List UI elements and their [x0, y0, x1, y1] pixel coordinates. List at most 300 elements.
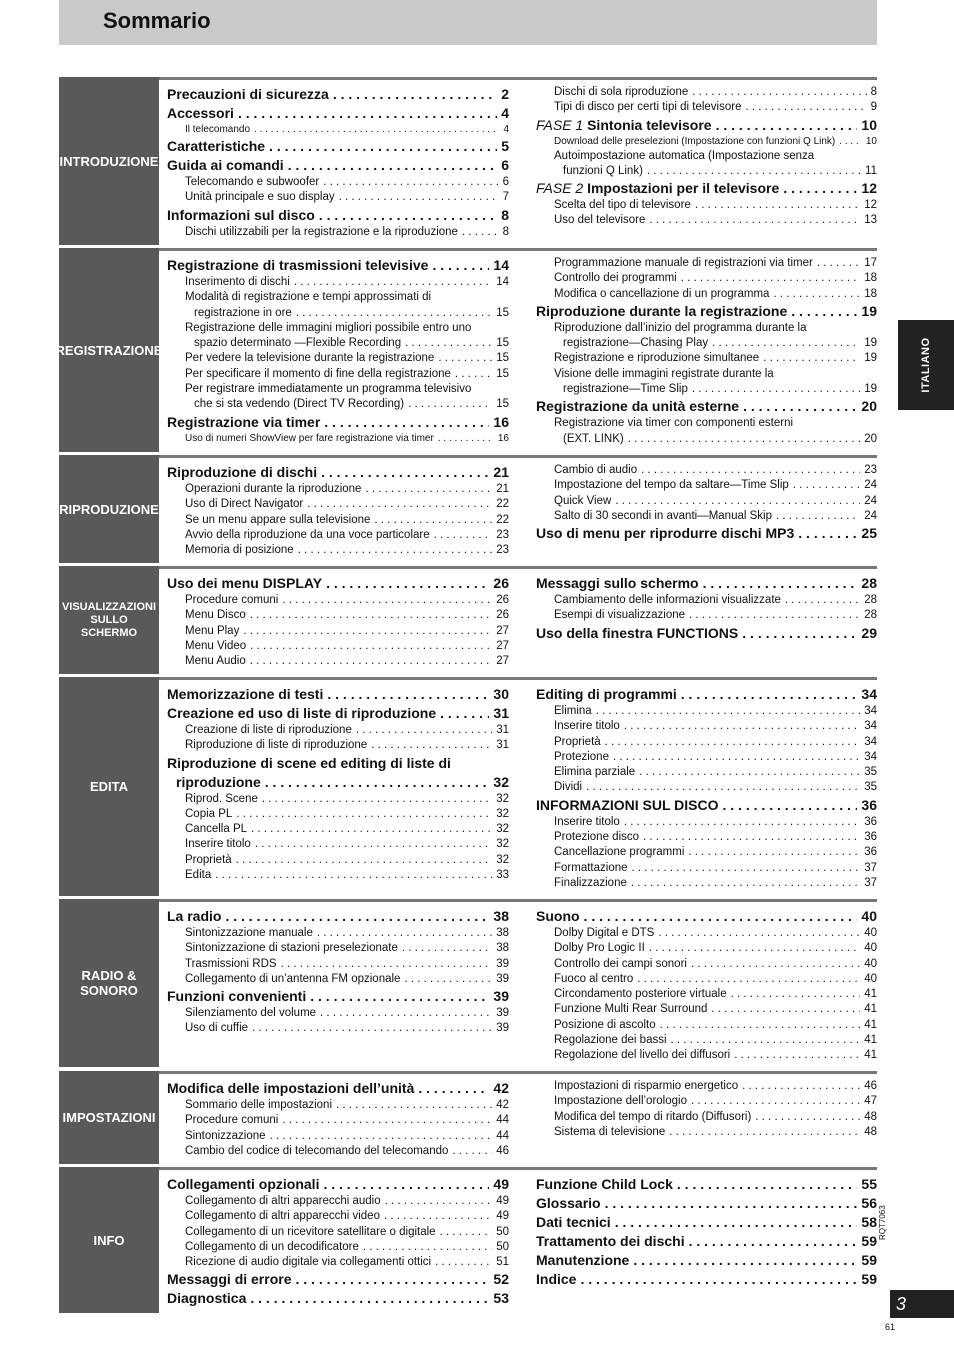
dot-leader	[236, 807, 492, 822]
dot-leader	[262, 792, 492, 807]
toc-page-number: 39	[496, 972, 509, 985]
toc-entry-line	[536, 149, 877, 164]
dot-leader	[691, 1094, 860, 1109]
toc-section	[59, 899, 877, 1067]
toc-entry-title: Operazioni durante la riproduzione	[185, 483, 362, 495]
dot-leader	[643, 830, 860, 845]
dot-leader	[755, 1110, 860, 1125]
toc-page-number: 30	[493, 686, 509, 702]
toc-entry	[167, 868, 509, 883]
toc-page-number: 15	[496, 337, 509, 350]
toc-page-number: 4	[501, 105, 509, 121]
toc-entry-title: Registrazione via timer	[167, 413, 321, 430]
toc-entry	[167, 351, 509, 366]
toc-page-number: 48	[864, 1110, 877, 1123]
section-divider	[159, 677, 877, 680]
dot-leader	[323, 175, 498, 190]
toc-entry	[536, 179, 877, 198]
toc-page-number: 38	[496, 927, 509, 939]
toc-entry	[536, 624, 877, 643]
toc-page-number: 39	[493, 988, 509, 1005]
toc-page-number: 15	[496, 367, 509, 380]
toc-page-number: 34	[864, 750, 877, 763]
toc-entry-title: Cancellazione programmi	[554, 846, 685, 859]
page-header	[59, 0, 877, 45]
dot-leader	[323, 1175, 489, 1194]
toc-page-number: 24	[864, 479, 877, 492]
toc-entry	[536, 256, 877, 271]
toc-page-number: 42	[493, 1080, 509, 1096]
dot-leader	[327, 685, 489, 704]
toc-entry	[536, 100, 877, 115]
toc-entry	[167, 275, 509, 290]
dot-leader	[298, 543, 493, 558]
toc-entry	[536, 926, 877, 941]
dot-leader	[695, 198, 860, 213]
dot-leader	[839, 135, 862, 149]
toc-entry-title: Menu Disco	[185, 609, 246, 622]
toc-entry	[167, 1129, 509, 1144]
page-number: 3	[890, 1290, 954, 1318]
dot-leader	[647, 164, 861, 179]
dot-leader	[296, 1270, 490, 1289]
toc-entry	[167, 1079, 509, 1098]
dot-leader	[265, 773, 490, 792]
dot-leader	[624, 815, 860, 830]
toc-entry-title: Silenziamento del volume	[185, 1007, 317, 1020]
toc-entry-title: Uso del televisore	[554, 214, 646, 227]
toc-entry	[536, 815, 877, 830]
toc-entry-title: Procedure comuni	[185, 594, 279, 606]
toc-entry	[167, 413, 509, 432]
toc-entry-line	[167, 321, 509, 336]
toc-entry	[536, 397, 877, 416]
toc-entry-title: Impostazione del tempo da saltare—Time Slip	[554, 479, 789, 492]
toc-page-number: 49	[496, 1195, 509, 1207]
toc-entry-title: Sommario delle impostazioni	[185, 1099, 333, 1111]
toc-page-number: 40	[861, 908, 877, 924]
toc-entry-title: Copia PL	[185, 807, 233, 820]
toc-entry-title: Memoria di posizione	[185, 544, 294, 557]
toc-entry-title: Procedure comuni	[185, 1114, 279, 1127]
toc-entry	[167, 463, 509, 482]
left-column	[167, 463, 509, 558]
toc-section	[59, 566, 877, 674]
dot-leader	[281, 957, 493, 972]
toc-page-number: 37	[864, 876, 877, 889]
toc-page-number: 29	[861, 624, 877, 641]
toc-entry-title: Riproduzione dall’inizio del programma durante la	[554, 321, 807, 334]
toc-entry	[167, 1240, 509, 1255]
toc-page-number: 23	[496, 544, 509, 557]
toc-entry	[167, 685, 509, 704]
step-label: FASE 2	[536, 180, 588, 197]
toc-entry-title: Registrazione via timer con componenti esterni	[554, 417, 794, 430]
dot-leader	[615, 1213, 858, 1232]
toc-entry-title: Diagnostica	[167, 1290, 247, 1307]
toc-entry	[167, 543, 509, 558]
toc-page-number: 7	[502, 191, 509, 204]
toc-entry-title: Modifica o cancellazione di un programma	[554, 287, 770, 300]
dot-leader	[613, 750, 860, 765]
toc-entry	[167, 137, 509, 156]
toc-entry	[167, 1006, 509, 1021]
toc-entry-title: Inserire titolo	[185, 838, 251, 851]
toc-entry	[536, 845, 877, 860]
toc-entry-title: Salto di 30 secondi in avanti—Manual Skip	[554, 509, 772, 522]
toc-entry-line	[167, 382, 509, 397]
dot-leader	[689, 1232, 858, 1251]
toc-entry	[167, 123, 509, 137]
toc-page-number: 14	[493, 257, 509, 273]
dot-leader	[269, 137, 497, 156]
toc-entry-title: Collegamenti opzionali	[167, 1176, 320, 1192]
toc-entry-title: Proprietà	[185, 853, 232, 866]
toc-entry-title: Formattazione	[554, 861, 628, 874]
toc-entry-title: Dolby Pro Logic II	[554, 942, 645, 955]
language-tab-label: ITALIANO	[920, 337, 932, 393]
toc-entry	[167, 513, 509, 528]
toc-page-number: 36	[864, 815, 877, 828]
dot-leader	[763, 351, 860, 366]
toc-entry	[536, 830, 877, 845]
toc-entry	[536, 382, 877, 397]
dot-leader	[215, 868, 492, 883]
toc-page-number: 19	[864, 337, 877, 350]
toc-page-number: 24	[864, 509, 877, 522]
toc-entry	[167, 175, 509, 190]
toc-page-number: 5	[501, 138, 509, 154]
toc-entry	[536, 1270, 877, 1289]
dot-leader	[631, 876, 860, 891]
toc-entry	[167, 1098, 509, 1113]
dot-leader	[785, 593, 860, 608]
toc-entry-line	[536, 367, 877, 382]
toc-entry-line	[536, 321, 877, 336]
toc-entry	[536, 351, 877, 366]
toc-entry-title: Registrazione delle immagini migliori possibile entro uno	[185, 321, 472, 334]
dot-leader	[743, 397, 857, 416]
language-tab	[898, 320, 954, 410]
toc-entry-title: Sistema di televisione	[554, 1125, 666, 1138]
toc-entry-title: Dati tecnici	[536, 1214, 611, 1230]
right-column	[536, 574, 877, 643]
toc-entry-title: Telecomando e subwoofer	[185, 176, 320, 188]
toc-entry-title: Suono	[536, 908, 580, 924]
toc-page-number: 53	[493, 1290, 509, 1307]
dot-leader	[438, 432, 494, 446]
dot-leader	[692, 85, 866, 100]
left-column	[167, 685, 509, 883]
left-column	[167, 574, 509, 669]
toc-entry	[167, 574, 509, 593]
dot-leader	[288, 156, 498, 175]
toc-page-number: 36	[864, 831, 877, 844]
dot-leader	[385, 1194, 493, 1209]
toc-page-number: 18	[864, 272, 877, 285]
left-column	[167, 1175, 509, 1308]
dot-leader	[251, 822, 492, 837]
toc-page-number: 50	[496, 1240, 509, 1253]
dot-leader	[624, 719, 860, 734]
toc-entry	[167, 156, 509, 175]
dot-leader	[586, 780, 860, 795]
toc-entry-title: Per specificare il momento di fine della registrazione	[185, 367, 451, 380]
toc-entry	[536, 987, 877, 1002]
toc-entry	[167, 367, 509, 382]
toc-page-number: 49	[496, 1210, 509, 1223]
toc-entry-title: Riprod. Scene	[185, 792, 258, 805]
toc-page-number: 16	[497, 432, 509, 444]
toc-entry-title: Menu Audio	[185, 655, 246, 668]
toc-entry-title: Collegamento di un ricevitore satellitare o digitale	[185, 1225, 436, 1238]
toc-entry	[167, 306, 509, 321]
toc-page-number: 15	[496, 352, 509, 365]
dot-leader	[649, 213, 860, 228]
toc-entry-title: Unità principale e suo display	[185, 191, 335, 204]
toc-page-number: 21	[496, 483, 509, 495]
toc-entry-title: Editing di programmi	[536, 686, 677, 702]
toc-entry-title: Collegamento di altri apparecchi audio	[185, 1195, 381, 1207]
toc-entry	[536, 780, 877, 795]
toc-entry	[167, 773, 509, 792]
toc-entry-title: Ricezione di audio digitale via collegamenti ottici	[185, 1256, 432, 1269]
toc-entry	[536, 1018, 877, 1033]
toc-entry-title: Collegamento di un’antenna FM opzionale	[185, 972, 401, 985]
section-divider	[159, 1167, 877, 1170]
dot-leader	[238, 104, 497, 123]
toc-entry	[536, 972, 877, 987]
toc-entry-title: INFORMAZIONI SUL DISCO	[536, 796, 719, 813]
toc-page-number: 15	[496, 398, 509, 411]
toc-entry	[167, 336, 509, 351]
toc-entry-title: Visione delle immagini registrate durante la	[554, 367, 774, 380]
toc-entry-line	[167, 754, 509, 773]
toc-page-number: 6	[501, 157, 509, 173]
dot-leader	[452, 1144, 492, 1159]
toc-entry-title: Manutenzione	[536, 1252, 630, 1268]
toc-entry-title: Creazione di liste di riproduzione	[185, 724, 352, 736]
toc-entry-title: Uso di menu per riprodurre dischi MP3	[536, 525, 795, 542]
toc-page-number: 19	[861, 302, 877, 319]
dot-leader	[669, 1125, 860, 1140]
dot-leader	[225, 907, 489, 926]
dot-leader	[374, 513, 492, 528]
toc-page-number: 42	[496, 1099, 509, 1111]
toc-entry	[167, 907, 509, 926]
toc-page-number: 26	[493, 575, 509, 591]
section-label: RADIO & SONORO	[59, 899, 159, 1067]
toc-page-number: 6	[502, 176, 509, 188]
section-label: REGISTRAZIONE	[59, 248, 159, 452]
toc-page-number: 47	[864, 1095, 877, 1108]
toc-entry	[536, 719, 877, 734]
footer-number: 61	[885, 1322, 896, 1332]
toc-page-number: 20	[861, 398, 877, 415]
dot-leader	[681, 685, 858, 704]
dot-leader	[691, 957, 860, 972]
toc-page-number: 39	[496, 957, 509, 970]
toc-page-number: 46	[864, 1080, 877, 1092]
toc-entry-title: Sintonizzazione	[185, 1129, 266, 1142]
toc-entry	[167, 206, 509, 225]
dot-leader	[773, 287, 860, 302]
toc-entry-title: Dischi utilizzabili per la registrazione e la riproduzione	[185, 225, 458, 238]
toc-entry-title: Cambiamento delle informazioni visualizzate	[554, 594, 781, 606]
toc-page-number: 27	[496, 655, 509, 668]
toc-page-number: 59	[861, 1252, 877, 1268]
dot-leader	[462, 225, 499, 240]
toc-entry	[536, 593, 877, 608]
right-column	[536, 1175, 877, 1289]
toc-entry-title: Uso di cuffie	[185, 1022, 249, 1035]
toc-entry-title: Circondamento posteriore virtuale	[554, 988, 727, 1001]
right-column	[536, 685, 877, 891]
dot-leader	[742, 624, 857, 643]
toc-page-number: 9	[870, 101, 877, 114]
dot-leader	[310, 987, 489, 1006]
toc-entry	[167, 1113, 509, 1128]
right-column	[536, 463, 877, 543]
section-label: INFO	[59, 1167, 159, 1313]
section-label: IMPOSTAZIONI	[59, 1071, 159, 1164]
toc-entry	[167, 987, 509, 1006]
toc-entry-title: Tipi di disco per certi tipi di televisore	[554, 101, 742, 114]
toc-entry	[536, 1125, 877, 1140]
toc-page-number: 40	[864, 927, 877, 939]
dot-leader	[319, 206, 497, 225]
toc-page-number: 40	[864, 972, 877, 985]
toc-entry	[167, 807, 509, 822]
dot-leader	[745, 100, 866, 115]
toc-page-number: 8	[501, 206, 509, 223]
toc-entry-title: Finalizzazione	[554, 876, 627, 889]
toc-entry	[536, 765, 877, 780]
dot-leader	[250, 1289, 489, 1308]
step-label: FASE 1	[536, 116, 588, 133]
toc-entry-title: Funzione Child Lock	[536, 1176, 673, 1192]
dot-leader	[641, 463, 860, 478]
toc-entry-title: Uso dei menu DISPLAY	[167, 575, 323, 591]
toc-section	[55, 248, 877, 452]
toc-entry	[536, 861, 877, 876]
toc-entry	[167, 972, 509, 987]
left-column	[167, 1079, 509, 1159]
toc-entry	[167, 256, 509, 275]
toc-page-number: 32	[496, 807, 509, 820]
toc-entry	[536, 704, 877, 719]
toc-page-number: 25	[861, 525, 877, 542]
toc-entry-title: La radio	[167, 908, 222, 924]
toc-entry-title: registrazione—Time Slip	[563, 383, 688, 396]
toc-entry	[536, 213, 877, 228]
dot-leader	[250, 639, 492, 654]
dot-leader	[632, 861, 861, 876]
toc-page-number: 46	[496, 1144, 509, 1157]
dot-leader	[243, 624, 492, 639]
toc-entry-title: Indice	[536, 1271, 577, 1287]
toc-entry-title: Controllo dei programmi	[554, 272, 677, 285]
dot-leader	[658, 926, 860, 941]
toc-entry-title: Menu Play	[185, 624, 240, 637]
toc-page-number: 12	[861, 180, 877, 197]
toc-page-number: 31	[496, 724, 509, 736]
toc-section	[59, 1071, 877, 1164]
toc-entry	[536, 941, 877, 956]
dot-leader	[677, 1175, 858, 1194]
toc-page-number: 10	[861, 116, 877, 133]
toc-page-number: 8	[870, 86, 877, 98]
toc-entry-title: (EXT. LINK)	[563, 432, 624, 445]
section-divider	[159, 248, 877, 251]
toc-entry	[536, 509, 877, 524]
toc-entry	[167, 482, 509, 497]
toc-entry	[536, 1002, 877, 1017]
dot-leader	[615, 494, 860, 509]
dot-leader	[580, 1270, 857, 1289]
toc-entry-title: Registrazione da unità esterne	[536, 398, 740, 415]
dot-leader	[405, 336, 492, 351]
toc-page-number: 12	[864, 199, 877, 212]
toc-entry-title: Inserire titolo	[554, 720, 620, 733]
toc-entry-title: Impostazioni di risparmio energetico	[554, 1080, 739, 1092]
dot-leader	[317, 926, 492, 941]
toc-entry-title: Riproduzione durante la registrazione	[536, 302, 788, 319]
toc-entry-title: Collegamento di un decodificatore	[185, 1240, 359, 1253]
toc-entry	[536, 735, 877, 750]
toc-entry-title: Cambio del codice di telecomando del telecomando	[185, 1144, 449, 1157]
toc-page-number: 41	[864, 1018, 877, 1031]
dot-leader	[250, 654, 492, 669]
toc-page-number: 17	[864, 257, 877, 269]
dot-leader	[688, 845, 860, 860]
toc-entry-title: Glossario	[536, 1195, 601, 1211]
toc-entry-title: Download delle preselezioni (Impostazione con funzioni Q Link)	[554, 135, 836, 147]
section-divider	[159, 1071, 877, 1074]
left-column	[167, 85, 509, 240]
toc-page-number: 38	[493, 908, 509, 924]
toc-page-number: 14	[496, 276, 509, 288]
toc-entry	[167, 624, 509, 639]
toc-entry	[167, 1255, 509, 1270]
dot-leader	[321, 463, 489, 482]
toc-entry	[536, 907, 877, 926]
toc-page-number: 35	[864, 766, 877, 779]
toc-entry	[167, 1209, 509, 1224]
toc-page-number: 26	[496, 594, 509, 606]
dot-leader	[402, 941, 492, 956]
dot-leader	[711, 1002, 860, 1017]
toc-page-number: 44	[496, 1114, 509, 1127]
right-column	[536, 1079, 877, 1140]
dot-leader	[671, 1033, 861, 1048]
toc-page-number: 32	[496, 838, 509, 851]
toc-page-number: 15	[496, 306, 509, 319]
toc-entry-title: registrazione—Chasing Play	[563, 337, 709, 350]
dot-leader	[333, 85, 497, 104]
toc-page-number: 18	[864, 287, 877, 300]
dot-leader	[435, 1255, 492, 1270]
page-title: Sommario	[103, 8, 211, 33]
toc-page-number: 56	[861, 1195, 877, 1211]
toc-page-number: 33	[496, 869, 509, 882]
dot-leader	[434, 528, 493, 543]
dot-leader	[649, 941, 860, 956]
toc-entry	[167, 941, 509, 956]
dot-leader	[703, 574, 858, 593]
toc-page-number: 28	[864, 594, 877, 606]
toc-entry-title: spazio determinato —Flexible Recording	[194, 337, 402, 350]
